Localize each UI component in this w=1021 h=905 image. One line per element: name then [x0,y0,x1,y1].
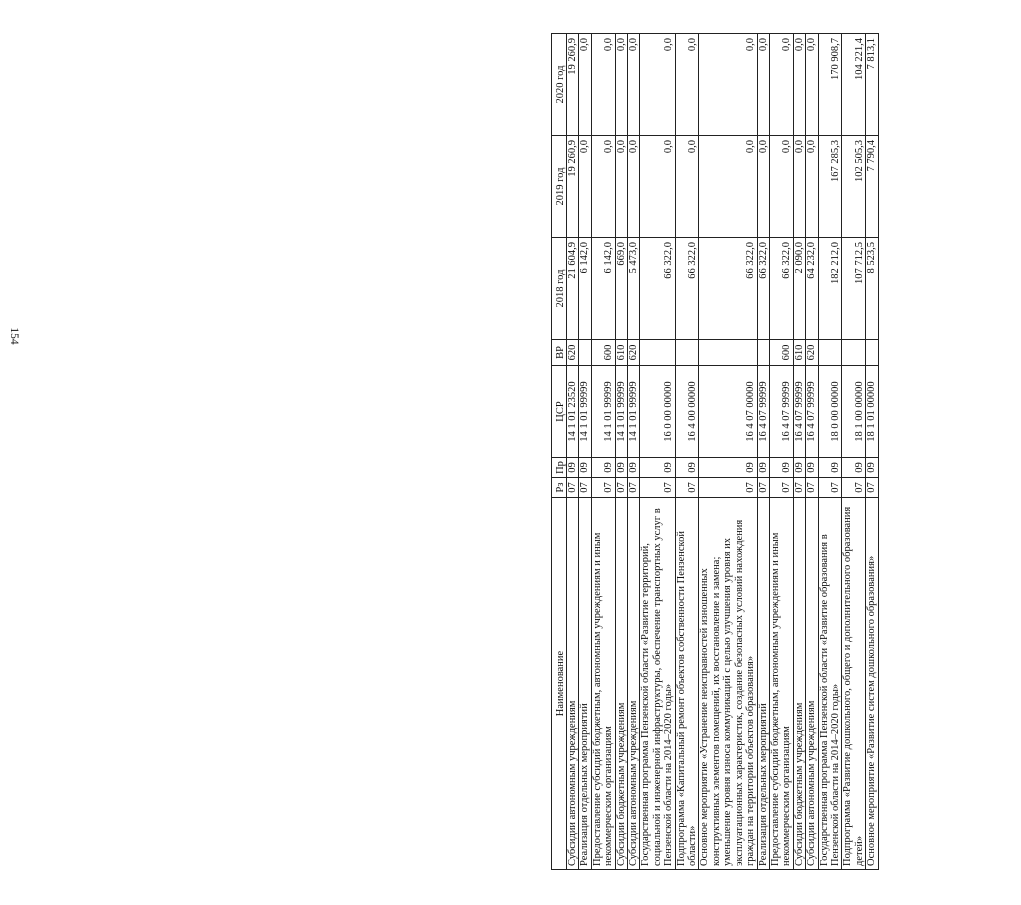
cell-pr: 09 [628,458,640,478]
cell-2018: 107 712,5 [842,238,866,340]
cell-2018: 21 604,9 [567,238,579,340]
cell-csr: 14 1 01 99999 [579,366,591,458]
cell-rz: 07 [699,478,757,498]
cell-2020: 0,0 [640,34,675,136]
table-row [806,34,818,870]
cell-vr [757,340,769,366]
page-number: 154 [8,327,20,345]
cell-2018: 669,0 [615,238,627,340]
cell-2020: 0,0 [591,34,615,136]
cell-pr: 09 [806,458,818,478]
cell-2018: 66 322,0 [769,238,793,340]
cell-2018: 6 142,0 [579,238,591,340]
cell-2020: 7 813,1 [866,34,878,136]
cell-vr [842,340,866,366]
rotated-table-container [551,34,1021,870]
header-2020: 2020 год [552,34,567,136]
budget-table [551,33,879,870]
cell-2020: 0,0 [793,34,805,136]
header-2019: 2019 год [552,136,567,238]
cell-2019: 7 790,4 [866,136,878,238]
table-row [818,34,842,870]
table-row [699,34,757,870]
cell-2020: 0,0 [769,34,793,136]
header-csr: ЦСР [552,366,567,458]
cell-2020: 0,0 [757,34,769,136]
cell-2019: 102 505,3 [842,136,866,238]
cell-2019: 19 260,9 [567,136,579,238]
cell-rz: 07 [640,478,675,498]
cell-rz: 07 [842,478,866,498]
cell-2020: 0,0 [579,34,591,136]
cell-csr: 14 1 01 99999 [628,366,640,458]
cell-2019: 0,0 [628,136,640,238]
cell-2018: 182 212,0 [818,238,842,340]
cell-2019: 0,0 [579,136,591,238]
table-row [579,34,591,870]
cell-2020: 0,0 [806,34,818,136]
table-row [866,34,878,870]
table-row [628,34,640,870]
cell-csr: 16 4 07 99999 [757,366,769,458]
table-row [567,34,579,870]
cell-pr: 09 [699,458,757,478]
cell-2018: 8 523,5 [866,238,878,340]
cell-rz: 07 [793,478,805,498]
cell-2019: 0,0 [806,136,818,238]
cell-2018: 66 322,0 [699,238,757,340]
cell-2018: 66 322,0 [757,238,769,340]
cell-rz: 07 [675,478,699,498]
cell-name: Субсидии автономным учреждениям [806,498,818,870]
table-row [675,34,699,870]
cell-name: Реализация отдельных мероприятий [757,498,769,870]
cell-vr [866,340,878,366]
cell-vr: 600 [591,340,615,366]
cell-vr [675,340,699,366]
cell-2019: 0,0 [757,136,769,238]
cell-vr: 610 [615,340,627,366]
cell-pr: 09 [818,458,842,478]
cell-pr: 09 [757,458,769,478]
cell-csr: 16 0 00 00000 [640,366,675,458]
cell-vr [818,340,842,366]
table-row [640,34,675,870]
header-vr: ВР [552,340,567,366]
table-row [615,34,627,870]
cell-2019: 0,0 [591,136,615,238]
cell-pr: 09 [567,458,579,478]
cell-vr: 620 [628,340,640,366]
cell-rz: 07 [567,478,579,498]
cell-rz: 07 [769,478,793,498]
cell-name: Подпрограмма «Капитальный ремонт объектов собственности Пензенской области» [675,498,699,870]
cell-2019: 0,0 [675,136,699,238]
cell-name: Субсидии бюджетным учреждениям [793,498,805,870]
cell-vr [579,340,591,366]
header-pr: Пр [552,458,567,478]
cell-name: Субсидии автономным учреждениям [628,498,640,870]
cell-name: Государственная программа Пензенской области «Развитие территорий, социальной и инженерной инфраструктуры, обеспечение транспортных услуг в Пензенской области на 2014–2020 годы» [640,498,675,870]
cell-pr: 09 [640,458,675,478]
cell-name: Предоставление субсидий бюджетным, автономным учреждениям и иным некоммерческим организациям [591,498,615,870]
cell-csr: 14 1 01 23520 [567,366,579,458]
cell-csr: 16 4 07 99999 [769,366,793,458]
cell-csr: 16 4 07 99999 [806,366,818,458]
cell-2018: 66 322,0 [640,238,675,340]
cell-2018: 66 322,0 [675,238,699,340]
cell-pr: 09 [591,458,615,478]
cell-name: Государственная программа Пензенской области «Развитие образования в Пензенской области на 2014–2020 годы» [818,498,842,870]
cell-csr: 16 4 07 99999 [793,366,805,458]
cell-vr: 600 [769,340,793,366]
cell-2019: 0,0 [769,136,793,238]
cell-2019: 0,0 [615,136,627,238]
cell-rz: 07 [615,478,627,498]
cell-name: Субсидии автономным учреждениям [567,498,579,870]
cell-name: Реализация отдельных мероприятий [579,498,591,870]
cell-rz: 07 [806,478,818,498]
cell-name: Основное мероприятие «Развитие систем дошкольного образования» [866,498,878,870]
table-row [842,34,866,870]
cell-name: Предоставление субсидий бюджетным, автономным учреждениям и иным некоммерческим организациям [769,498,793,870]
cell-2020: 0,0 [699,34,757,136]
cell-2020: 0,0 [675,34,699,136]
cell-vr [699,340,757,366]
table-row [591,34,615,870]
cell-vr: 620 [806,340,818,366]
cell-rz: 07 [818,478,842,498]
table-row [757,34,769,870]
cell-vr: 620 [567,340,579,366]
cell-vr: 610 [793,340,805,366]
cell-name: Субсидии бюджетным учреждениям [615,498,627,870]
cell-rz: 07 [757,478,769,498]
cell-name: Подпрограмма «Развитие дошкольного, общего и дополнительного образования детей» [842,498,866,870]
cell-csr: 16 4 00 00000 [675,366,699,458]
table-row [793,34,805,870]
cell-pr: 09 [675,458,699,478]
cell-vr [640,340,675,366]
cell-pr: 09 [579,458,591,478]
cell-rz: 07 [866,478,878,498]
cell-csr: 18 0 00 00000 [818,366,842,458]
header-rz: Рз [552,478,567,498]
cell-2019: 0,0 [793,136,805,238]
cell-2020: 19 260,9 [567,34,579,136]
cell-csr: 18 1 00 00000 [842,366,866,458]
header-row [552,34,567,870]
cell-2019: 0,0 [640,136,675,238]
cell-2018: 64 232,0 [806,238,818,340]
cell-rz: 07 [591,478,615,498]
cell-2018: 6 142,0 [591,238,615,340]
header-2018: 2018 год [552,238,567,340]
header-name: Наименование [552,498,567,870]
cell-2019: 167 285,3 [818,136,842,238]
table-row [769,34,793,870]
cell-csr: 16 4 07 00000 [699,366,757,458]
cell-2018: 2 090,0 [793,238,805,340]
cell-rz: 07 [579,478,591,498]
cell-pr: 09 [842,458,866,478]
cell-name: Основное мероприятие «Устранение неисправностей изношенных конструктивных элементов помещений, их восстановление и замена; уменьшение уровня износа коммуникаций с целью улучшения уровня их эксплуатационных характеристик, создание безопасных условий нахождения граждан на территории объектов образования» [699,498,757,870]
cell-2020: 0,0 [615,34,627,136]
cell-pr: 09 [793,458,805,478]
cell-pr: 09 [866,458,878,478]
cell-pr: 09 [769,458,793,478]
cell-csr: 14 1 01 99999 [591,366,615,458]
cell-csr: 14 1 01 99999 [615,366,627,458]
cell-rz: 07 [628,478,640,498]
cell-2018: 5 473,0 [628,238,640,340]
cell-2020: 104 221,4 [842,34,866,136]
cell-csr: 18 1 01 00000 [866,366,878,458]
cell-pr: 09 [615,458,627,478]
cell-2020: 0,0 [628,34,640,136]
cell-2020: 170 908,7 [818,34,842,136]
cell-2019: 0,0 [699,136,757,238]
